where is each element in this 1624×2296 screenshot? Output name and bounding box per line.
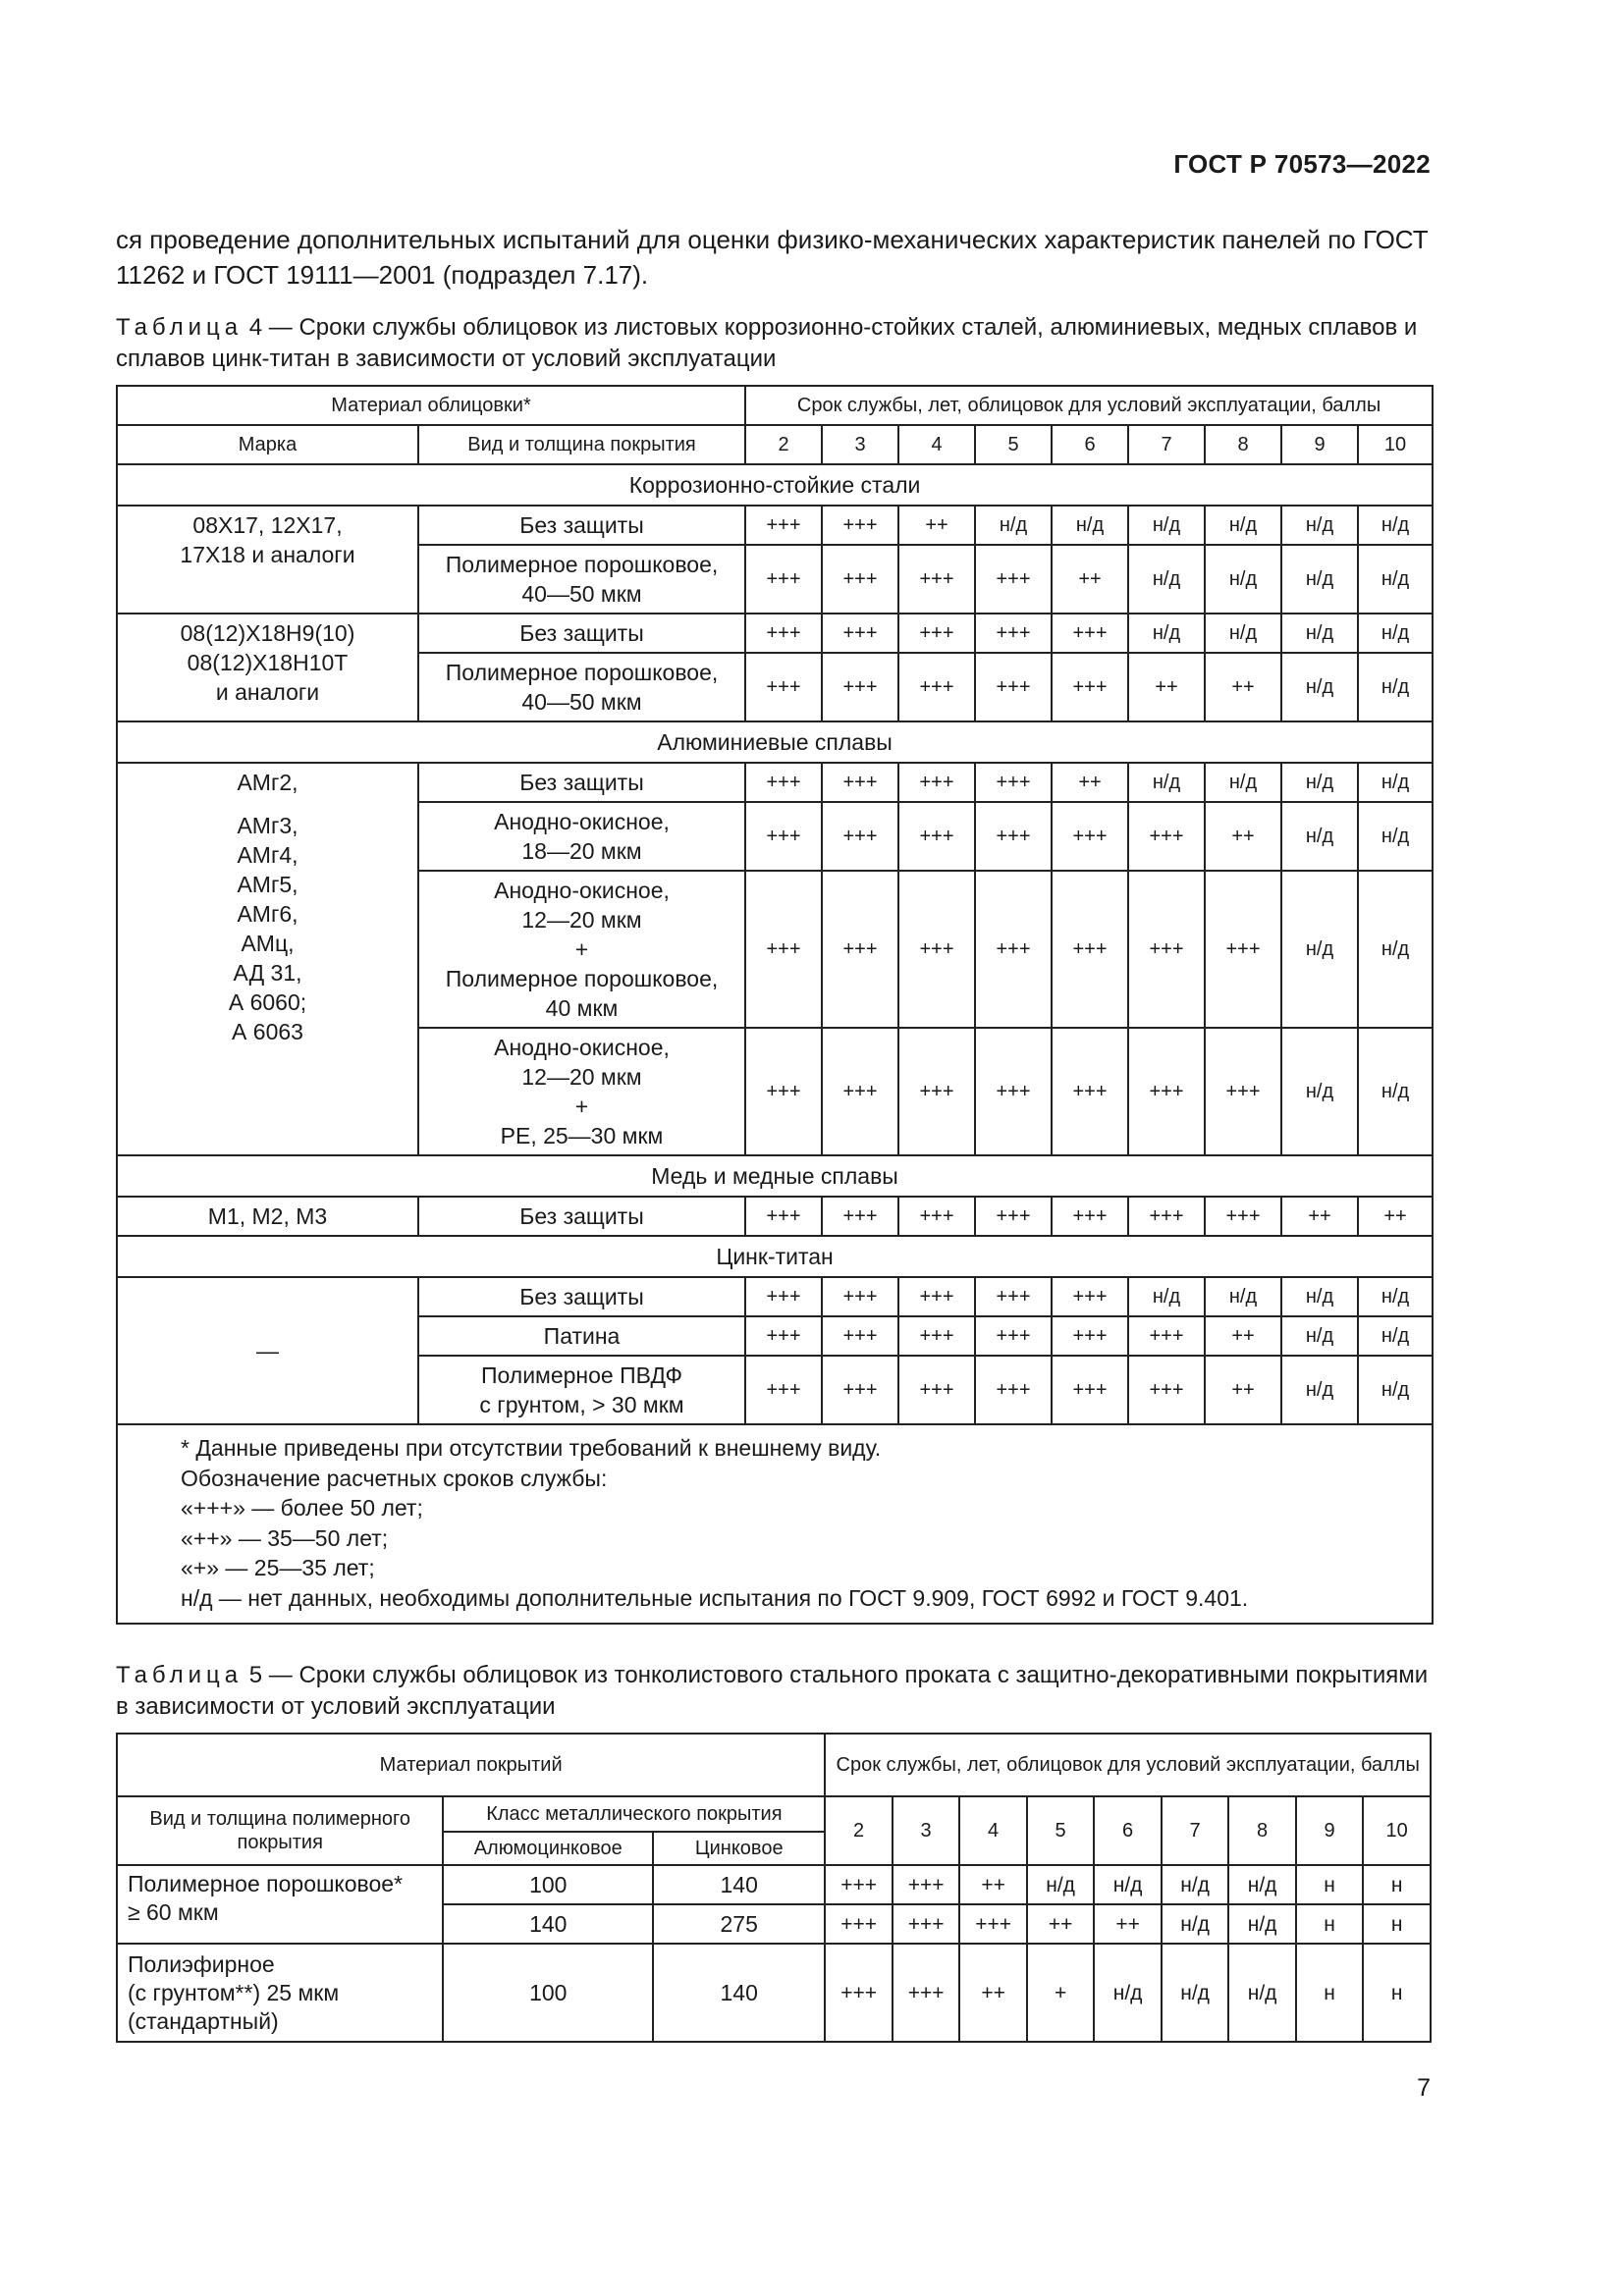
coating-cell-line: Полиэфирное	[128, 1950, 275, 1977]
rating-cell: +++	[898, 545, 975, 614]
rating-cell: +++	[745, 1197, 822, 1236]
rating-cell: +++	[975, 1356, 1052, 1424]
polymer-header: Вид и толщина полимерного покрытия	[117, 1796, 443, 1865]
rating-cell: н/д	[1281, 545, 1358, 614]
rating-cell: +++	[1128, 1197, 1205, 1236]
rating-cell: н/д	[1205, 1277, 1281, 1316]
rating-cell: н	[1363, 1904, 1431, 1944]
rating-cell: +++	[745, 614, 822, 653]
table4-data-row	[117, 763, 1433, 802]
rating-cell: ++	[1358, 1197, 1433, 1236]
rating-cell: +++	[898, 1028, 975, 1155]
rating-cell: +++	[745, 1316, 822, 1356]
rating-cell: н/д	[1128, 1277, 1205, 1316]
coating-cell	[418, 871, 745, 1028]
rating-cell: +++	[898, 1197, 975, 1236]
point-header: 8	[1228, 1796, 1296, 1865]
point-header: 4	[959, 1796, 1027, 1865]
rating-cell: +++	[745, 763, 822, 802]
rating-cell: ++	[959, 1944, 1027, 2042]
rating-cell: н/д	[1281, 802, 1358, 871]
rating-cell: н/д	[1358, 506, 1433, 545]
alu-zinc-cell: 140	[443, 1904, 653, 1944]
coating-cell-line: 40 мкм	[545, 995, 619, 1021]
coating-cell	[418, 802, 745, 871]
rating-cell: н/д	[1281, 1028, 1358, 1155]
rating-cell: ++	[1205, 653, 1281, 721]
table4-notes-line: «+» — 25—35 лет;	[181, 1555, 375, 1580]
rating-cell: +++	[893, 1944, 960, 2042]
rating-cell: н/д	[1228, 1865, 1296, 1904]
grade-cell	[117, 763, 418, 1155]
table5-data-row	[117, 1865, 1431, 1904]
rating-cell: н/д	[1281, 1316, 1358, 1356]
grade-cell-line: АМг2,	[237, 770, 298, 795]
material-header: Материал облицовки*	[117, 386, 745, 425]
rating-cell: +++	[822, 506, 898, 545]
point-header: 3	[822, 425, 898, 464]
grade-cell-line: АМг6,	[237, 901, 298, 927]
rating-cell: ++	[1205, 1356, 1281, 1424]
rating-cell: +++	[822, 1028, 898, 1155]
point-header: 5	[1027, 1796, 1095, 1865]
rating-cell: +++	[1128, 1316, 1205, 1356]
rating-cell: н/д	[1027, 1865, 1095, 1904]
section-row	[117, 1236, 1433, 1277]
rating-cell: н/д	[1281, 1356, 1358, 1424]
grade-cell-line: и аналоги	[215, 679, 320, 705]
rating-cell: н/д	[1358, 1277, 1433, 1316]
grade-cell-line: АМг5,	[237, 872, 298, 897]
rating-cell: н/д	[1358, 763, 1433, 802]
rating-cell: +++	[822, 1356, 898, 1424]
rating-cell: н	[1296, 1865, 1364, 1904]
rating-cell: +++	[1128, 802, 1205, 871]
point-header: 5	[975, 425, 1052, 464]
grade-cell-line: АМц,	[241, 931, 295, 956]
grade-cell-line: 08(12)Х18Н10Т	[187, 650, 349, 675]
rating-cell: +++	[975, 1197, 1052, 1236]
rating-cell: н/д	[1205, 763, 1281, 802]
alu-zinc-header: Алюмоцинковое	[443, 1832, 653, 1865]
coating-cell-line: Полимерное ПВДФ	[480, 1362, 683, 1388]
rating-cell: +++	[822, 871, 898, 1028]
coating-cell-line: Без защиты	[519, 1203, 644, 1229]
table4-header-row	[117, 386, 1433, 425]
rating-cell: н/д	[1052, 506, 1128, 545]
zinc-cell: 140	[653, 1865, 825, 1904]
rating-cell: н/д	[1358, 802, 1433, 871]
rating-cell: +++	[898, 614, 975, 653]
coating-cell-line: Анодно-окисное,	[494, 878, 670, 903]
rating-cell: +++	[822, 1277, 898, 1316]
point-header: 3	[893, 1796, 960, 1865]
point-header: 9	[1281, 425, 1358, 464]
rating-cell: +++	[745, 506, 822, 545]
coating-cell-line: Патина	[543, 1323, 621, 1349]
point-header: 7	[1128, 425, 1205, 464]
rating-cell: н/д	[975, 506, 1052, 545]
coating-cell-line: Анодно-окисное,	[494, 1035, 670, 1060]
rating-cell: ++	[1052, 763, 1128, 802]
coating-cell-line: РЕ, 25—30 мкм	[500, 1123, 664, 1148]
table4-notes	[117, 1424, 1433, 1624]
point-header: 2	[825, 1796, 893, 1865]
coating-cell	[418, 1277, 745, 1316]
rating-cell: н	[1296, 1904, 1364, 1944]
table5-caption-text: 5 — Сроки службы облицовок из тонколистового стального проката с защитно-декоративными покрытиями в зависимости от условий эксплуатации	[116, 1662, 1429, 1720]
rating-cell: +++	[825, 1904, 893, 1944]
rating-cell: н/д	[1358, 871, 1433, 1028]
coating-cell-line: Полимерное порошковое,	[445, 966, 719, 991]
rating-cell: н	[1363, 1865, 1431, 1904]
rating-cell: ++	[1094, 1904, 1162, 1944]
point-header: 2	[745, 425, 822, 464]
coating-cell	[418, 614, 745, 653]
rating-cell: н/д	[1128, 763, 1205, 802]
rating-cell: н/д	[1281, 614, 1358, 653]
rating-cell: +++	[745, 653, 822, 721]
table4-caption-word: Таблица	[116, 314, 244, 341]
point-header: 4	[898, 425, 975, 464]
table5-caption-word: Таблица	[116, 1662, 244, 1688]
zinc-header: Цинковое	[653, 1832, 825, 1865]
table4-data-row	[117, 614, 1433, 653]
table5-header-row	[117, 1734, 1431, 1796]
table4-notes-line: Обозначение расчетных сроков службы:	[181, 1465, 608, 1491]
rating-cell: +++	[822, 763, 898, 802]
rating-cell: н/д	[1205, 506, 1281, 545]
rating-cell: +++	[745, 1356, 822, 1424]
rating-cell: +++	[898, 1316, 975, 1356]
rating-cell: +++	[975, 653, 1052, 721]
rating-cell: +++	[975, 1028, 1052, 1155]
table4-data-row	[117, 1277, 1433, 1316]
material-header: Материал покрытий	[117, 1734, 825, 1796]
coating-cell-line: 18—20 мкм	[521, 838, 642, 864]
table4-notes-line: н/д — нет данных, необходимы дополнительные испытания по ГОСТ 9.909, ГОСТ 6992 и ГОСТ 9.401.	[181, 1584, 1249, 1611]
coating-cell-line: +	[574, 936, 589, 962]
section-row	[117, 1155, 1433, 1197]
rating-cell: +++	[822, 545, 898, 614]
rating-cell: н/д	[1358, 545, 1433, 614]
rating-cell: +++	[975, 763, 1052, 802]
rating-cell: +++	[975, 545, 1052, 614]
coating-cell-line: Без защиты	[519, 1284, 644, 1309]
coating-cell	[418, 763, 745, 802]
coating-cell-line: ≥ 60 мкм	[128, 1899, 219, 1925]
table4-caption	[116, 312, 1432, 375]
coating-cell-line: с грунтом, > 30 мкм	[479, 1392, 684, 1417]
point-header: 6	[1094, 1796, 1162, 1865]
rating-cell: +++	[898, 871, 975, 1028]
point-header: 8	[1205, 425, 1281, 464]
rating-cell: +++	[975, 614, 1052, 653]
grade-cell	[117, 614, 418, 721]
rating-cell: +++	[822, 653, 898, 721]
grade-cell: —	[117, 1277, 418, 1424]
rating-cell: +++	[1205, 1028, 1281, 1155]
table4-data-row	[117, 506, 1433, 545]
coating-cell-line: Без защиты	[519, 770, 644, 795]
grade-cell-line: А 6063	[232, 1019, 303, 1044]
coating-cell-line: Полимерное порошковое*	[128, 1871, 404, 1896]
rating-cell: н/д	[1162, 1904, 1229, 1944]
coating-cell-line: 40—50 мкм	[521, 581, 642, 607]
table4-data-row	[117, 1197, 1433, 1236]
table5-subheader-row	[117, 1796, 1431, 1832]
coating-cell-line: 40—50 мкм	[521, 689, 642, 715]
rating-cell: н/д	[1128, 614, 1205, 653]
rating-cell: +++	[975, 1316, 1052, 1356]
coating-cell	[418, 545, 745, 614]
rating-cell: +++	[1052, 1197, 1128, 1236]
rating-cell: ++	[1281, 1197, 1358, 1236]
rating-cell: н/д	[1205, 614, 1281, 653]
rating-cell: +++	[825, 1865, 893, 1904]
alu-zinc-cell: 100	[443, 1865, 653, 1904]
page-number: 7	[1417, 2074, 1431, 2102]
zinc-cell: 275	[653, 1904, 825, 1944]
coating-cell-line: Без защиты	[519, 620, 644, 646]
coating-cell	[418, 653, 745, 721]
rating-cell: +++	[745, 1277, 822, 1316]
rating-cell: н	[1296, 1944, 1364, 2042]
rating-cell: н/д	[1094, 1865, 1162, 1904]
table4-caption-text: 4 — Сроки службы облицовок из листовых коррозионно-стойких сталей, алюминиевых, медных сплавов и сплавов цинк-титан в зависимости от условий эксплуатации	[116, 314, 1418, 372]
coating-cell-line: Без защиты	[519, 512, 644, 538]
service-life-header: Срок службы, лет, облицовок для условий эксплуатации, баллы	[825, 1734, 1431, 1796]
rating-cell: н/д	[1281, 506, 1358, 545]
coating-header: Вид и толщина покрытия	[418, 425, 745, 464]
rating-cell: н/д	[1205, 545, 1281, 614]
rating-cell: +++	[822, 802, 898, 871]
section-title-zinc: Цинк-титан	[117, 1236, 1433, 1277]
coating-cell	[418, 1028, 745, 1155]
rating-cell: +++	[1052, 1316, 1128, 1356]
metal-class-header: Класс металлического покрытия	[443, 1796, 825, 1832]
coating-cell	[418, 1197, 745, 1236]
rating-cell: +++	[893, 1904, 960, 1944]
coating-cell-line: Анодно-окисное,	[494, 809, 670, 834]
rating-cell: +++	[1205, 1197, 1281, 1236]
rating-cell: ++	[1128, 653, 1205, 721]
rating-cell: +++	[1052, 1277, 1128, 1316]
rating-cell: +++	[1052, 614, 1128, 653]
grade-cell-line: АМг3,	[237, 813, 298, 838]
table5-data-row	[117, 1944, 1431, 2042]
rating-cell: +++	[975, 802, 1052, 871]
rating-cell: ++	[1027, 1904, 1095, 1944]
alu-zinc-cell: 100	[443, 1944, 653, 2042]
rating-cell: +++	[1052, 871, 1128, 1028]
rating-cell: +++	[1052, 1356, 1128, 1424]
rating-cell: +++	[1128, 1028, 1205, 1155]
rating-cell: +++	[745, 802, 822, 871]
section-row	[117, 721, 1433, 763]
table4-notes-line: «+++» — более 50 лет;	[181, 1495, 423, 1521]
grade-cell-line: 08Х17, 12Х17,	[192, 512, 343, 538]
rating-cell: н/д	[1281, 1277, 1358, 1316]
rating-cell: +++	[975, 1277, 1052, 1316]
rating-cell: н/д	[1281, 871, 1358, 1028]
section-title-aluminium: Алюминиевые сплавы	[117, 721, 1433, 763]
grade-cell-line: А 6060;	[228, 989, 307, 1015]
rating-cell: ++	[1205, 802, 1281, 871]
rating-cell: +++	[898, 802, 975, 871]
table4-notes-line: * Данные приведены при отсутствии требований к внешнему виду.	[181, 1435, 882, 1461]
rating-cell: н/д	[1162, 1944, 1229, 2042]
table4-subheader-row	[117, 425, 1433, 464]
rating-cell: н/д	[1281, 653, 1358, 721]
rating-cell: +++	[745, 1028, 822, 1155]
rating-cell: н/д	[1128, 506, 1205, 545]
rating-cell: н/д	[1094, 1944, 1162, 2042]
rating-cell: +++	[959, 1904, 1027, 1944]
coating-cell-line: Полимерное порошковое,	[445, 552, 719, 577]
rating-cell: н/д	[1358, 614, 1433, 653]
coating-cell	[418, 1356, 745, 1424]
coating-cell-line: (стандартный)	[128, 2007, 279, 2034]
section-row	[117, 464, 1433, 506]
rating-cell: н/д	[1358, 1028, 1433, 1155]
table5	[116, 1733, 1432, 2043]
coating-cell	[117, 1865, 443, 1944]
rating-cell: ++	[1052, 545, 1128, 614]
intro-paragraph: ся проведение дополнительных испытаний для оценки физико-механических характеристик панелей по ГОСТ 11262 и ГОСТ 19111—2001 (подраздел 7.17).	[116, 225, 1429, 290]
rating-cell: +++	[745, 545, 822, 614]
rating-cell: ++	[959, 1865, 1027, 1904]
section-title-steel: Коррозионно-стойкие стали	[117, 464, 1433, 506]
rating-cell: н/д	[1358, 653, 1433, 721]
rating-cell: ++	[1205, 1316, 1281, 1356]
coating-cell-line: 12—20 мкм	[521, 907, 642, 933]
rating-cell: +++	[825, 1944, 893, 2042]
coating-cell	[117, 1944, 443, 2042]
rating-cell: +++	[1052, 802, 1128, 871]
rating-cell: н/д	[1228, 1904, 1296, 1944]
grade-cell: М1, М2, М3	[117, 1197, 418, 1236]
rating-cell: +++	[898, 763, 975, 802]
rating-cell: н	[1363, 1944, 1431, 2042]
rating-cell: н/д	[1162, 1865, 1229, 1904]
section-title-copper: Медь и медные сплавы	[117, 1155, 1433, 1197]
table4-notes-line: «++» — 35—50 лет;	[181, 1524, 389, 1551]
rating-cell: +++	[898, 653, 975, 721]
rating-cell: +++	[822, 1316, 898, 1356]
point-header: 10	[1363, 1796, 1431, 1865]
rating-cell: +++	[822, 614, 898, 653]
rating-cell: н/д	[1228, 1944, 1296, 2042]
rating-cell: +++	[893, 1865, 960, 1904]
grade-header: Марка	[117, 425, 418, 464]
coating-cell	[418, 506, 745, 545]
grade-cell-line: 17Х18 и аналоги	[180, 542, 355, 567]
point-header: 6	[1052, 425, 1128, 464]
coating-cell-line: Полимерное порошковое,	[445, 660, 719, 685]
rating-cell: +++	[1052, 653, 1128, 721]
zinc-cell: 140	[653, 1944, 825, 2042]
point-header: 7	[1162, 1796, 1229, 1865]
rating-cell: +++	[975, 871, 1052, 1028]
rating-cell: н/д	[1281, 763, 1358, 802]
grade-cell-line: АД 31,	[233, 960, 302, 986]
table4	[116, 385, 1434, 1625]
rating-cell: +++	[745, 871, 822, 1028]
grade-cell	[117, 506, 418, 614]
coating-cell-line: (с грунтом**) 25 мкм	[128, 1979, 340, 2005]
grade-cell-line: 08(12)Х18Н9(10)	[180, 620, 355, 646]
grade-cell-line: АМг4,	[237, 842, 298, 868]
rating-cell: +++	[822, 1197, 898, 1236]
rating-cell: н/д	[1358, 1356, 1433, 1424]
coating-cell	[418, 1316, 745, 1356]
rating-cell: н/д	[1128, 545, 1205, 614]
coating-cell-line: 12—20 мкм	[521, 1064, 642, 1090]
rating-cell: н/д	[1358, 1316, 1433, 1356]
rating-cell: ++	[898, 506, 975, 545]
rating-cell: +++	[1205, 871, 1281, 1028]
rating-cell: +++	[1128, 1356, 1205, 1424]
rating-cell: +++	[898, 1356, 975, 1424]
point-header: 10	[1358, 425, 1433, 464]
rating-cell: +++	[1128, 871, 1205, 1028]
rating-cell: +++	[898, 1277, 975, 1316]
rating-cell: +	[1027, 1944, 1095, 2042]
rating-cell: +++	[1052, 1028, 1128, 1155]
table5-caption	[116, 1660, 1432, 1723]
coating-cell-line: +	[574, 1094, 589, 1119]
table4-notes-row	[117, 1424, 1433, 1624]
document-number: ГОСТ Р 70573—2022	[1173, 149, 1431, 179]
point-header: 9	[1296, 1796, 1364, 1865]
service-life-header: Срок службы, лет, облицовок для условий эксплуатации, баллы	[745, 386, 1433, 425]
